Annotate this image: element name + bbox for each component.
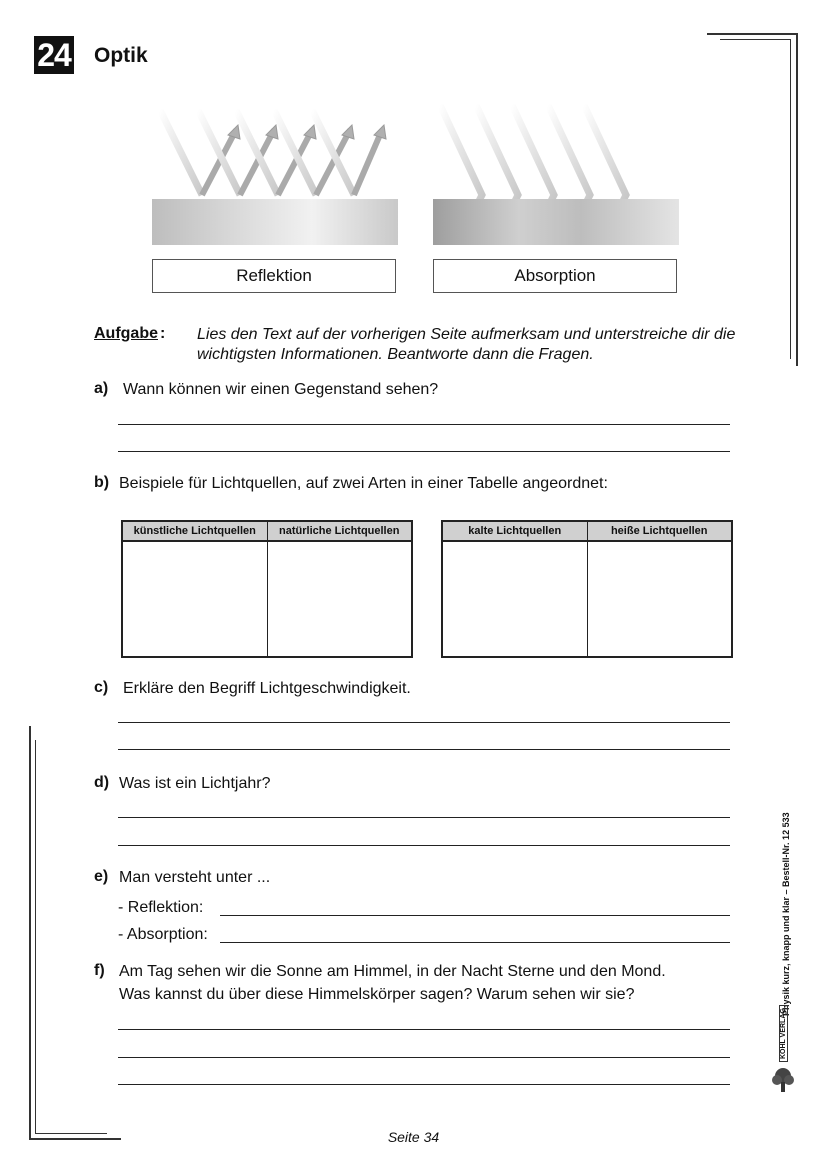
chapter-number: 24 [34, 36, 74, 74]
question-d-letter: d) [94, 774, 110, 791]
definition-reflection-label: - Reflektion: [118, 899, 204, 916]
reflection-label: Reflektion [152, 259, 396, 293]
question-f-line1: Am Tag sehen wir die Sonne am Himmel, in der Nacht Sterne und den Mond. [119, 963, 666, 980]
frame-top-right-v1 [796, 33, 798, 366]
frame-bottom-left-v1 [29, 726, 31, 1140]
question-f-letter: f) [94, 962, 105, 979]
table-artificial-natural [121, 520, 413, 658]
question-b-letter: b) [94, 474, 110, 491]
frame-top-right-v2 [790, 39, 791, 359]
cell-natural-light[interactable] [267, 541, 412, 657]
reflection-rays [160, 110, 386, 195]
definition-absorption-label: - Absorption: [118, 926, 208, 943]
question-b-text: Beispiele für Lichtquellen, auf zwei Arten in einer Tabelle angeordnet: [119, 475, 608, 492]
question-c-letter: c) [94, 679, 109, 696]
frame-bottom-left-v2 [35, 740, 36, 1134]
frame-top-right-h1 [707, 33, 797, 35]
definition-absorption-line[interactable] [220, 942, 730, 943]
answer-line-f3[interactable] [118, 1084, 730, 1085]
task-colon: : [160, 325, 166, 342]
task-text: Lies den Text auf der vorherigen Seite aufmerksam und unterstreiche dir die wichtigsten Informationen. Beantworte dann die Fragen. [197, 326, 736, 363]
answer-line-c2[interactable] [118, 749, 730, 750]
page-number: Seite 34 [387, 1129, 440, 1145]
question-a-text: Wann können wir einen Gegenstand sehen? [123, 381, 439, 398]
answer-line-a1[interactable] [118, 424, 730, 425]
cell-hot-light[interactable] [587, 541, 732, 657]
answer-line-c1[interactable] [118, 722, 730, 723]
question-a-letter: a) [94, 380, 109, 397]
answer-line-d2[interactable] [118, 845, 730, 846]
question-f-line2: Was kannst du über diese Himmelskörper sagen? Warum sehen wir sie? [119, 986, 635, 1003]
table-cold-hot [441, 520, 733, 658]
cell-artificial-light[interactable] [122, 541, 267, 657]
frame-top-right-h2 [720, 39, 791, 40]
publisher-name: KOHL VERLAG [779, 1005, 788, 1062]
answer-line-f2[interactable] [118, 1057, 730, 1058]
side-order-text: Physik kurz, knapp und klar – Bestell-Nr. 12 533 [781, 812, 791, 1016]
definition-reflection-line[interactable] [220, 915, 730, 916]
reflection-surface [152, 199, 398, 245]
question-d-text: Was ist ein Lichtjahr? [119, 775, 271, 792]
absorption-label: Absorption [433, 259, 677, 293]
task-label: Aufgabe [94, 325, 158, 342]
question-e-text: Man versteht unter ... [119, 869, 271, 886]
header-natural-light: natürliche Lichtquellen [267, 521, 412, 541]
header-artificial-light: künstliche Lichtquellen [122, 521, 267, 541]
answer-line-d1[interactable] [118, 817, 730, 818]
question-c-text: Erkläre den Begriff Lichtgeschwindigkeit. [123, 680, 411, 697]
page-title: Optik [94, 44, 148, 67]
answer-line-a2[interactable] [118, 451, 730, 452]
question-e-letter: e) [94, 868, 109, 885]
answer-line-f1[interactable] [118, 1029, 730, 1030]
absorption-surface [433, 199, 679, 245]
header-cold-light: kalte Lichtquellen [442, 521, 587, 541]
cell-cold-light[interactable] [442, 541, 587, 657]
header-hot-light: heiße Lichtquellen [587, 521, 732, 541]
publisher-tree-logo [771, 1066, 795, 1094]
